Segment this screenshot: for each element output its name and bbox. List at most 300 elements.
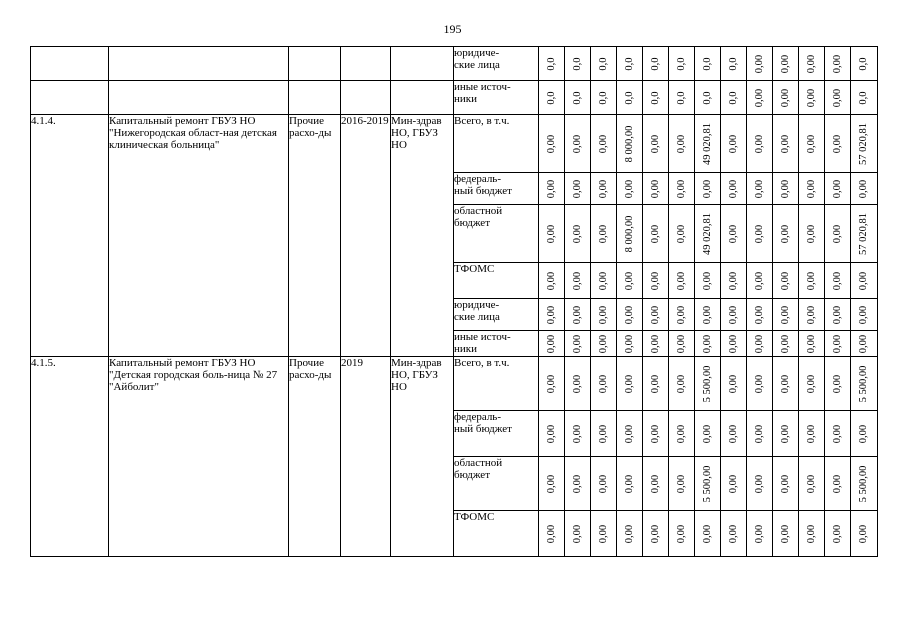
value-cell: [825, 299, 851, 331]
value-cell: [721, 205, 747, 263]
value-text: 0,00: [805, 224, 817, 243]
value-text: 0,00: [675, 271, 687, 290]
value-cell: [643, 47, 669, 81]
value-cell: [565, 115, 591, 173]
value-text: 0,00: [545, 334, 557, 353]
value-cell: [591, 47, 617, 81]
value-text: 5 500,00: [858, 465, 869, 502]
value-cell: [643, 81, 669, 115]
value-cell: [669, 115, 695, 173]
value-text: 8 000,00: [623, 215, 635, 252]
value-text: 0,00: [727, 224, 739, 243]
funding-source: иные источ- ники: [454, 331, 539, 357]
value-text: 0,00: [805, 54, 817, 73]
value-text: 57 020,81: [858, 212, 869, 255]
project-executor: Мин-здрав НО, ГБУЗ НО: [391, 357, 454, 557]
table-row: [31, 115, 878, 173]
value-cell: [851, 173, 878, 205]
value-cell: [643, 205, 669, 263]
value-text: 0,00: [805, 334, 817, 353]
value-text: 0,00: [675, 305, 687, 324]
value-text: 0,00: [597, 524, 609, 543]
value-text: 0,00: [858, 424, 869, 443]
value-cell: [773, 173, 799, 205]
value-text: 0,00: [597, 474, 609, 493]
value-cell: [799, 81, 825, 115]
value-text: 0,0: [597, 56, 609, 71]
value-cell: [851, 115, 878, 173]
value-text: 0,00: [831, 305, 843, 324]
project-period: 2019: [341, 357, 391, 557]
value-text: 0,00: [545, 224, 557, 243]
value-text: 0,00: [675, 179, 687, 198]
value-text: 0,00: [727, 305, 739, 324]
value-text: 0,00: [597, 271, 609, 290]
value-cell: [747, 411, 773, 457]
value-cell: [747, 81, 773, 115]
value-cell: [695, 357, 721, 411]
value-cell: [773, 331, 799, 357]
funding-source: юридиче- ские лица: [454, 299, 539, 331]
value-text: 0,00: [753, 374, 765, 393]
empty-cell: [109, 47, 289, 81]
value-text: 0,00: [753, 334, 765, 353]
value-cell: [851, 47, 878, 81]
value-cell: [747, 331, 773, 357]
empty-cell: [341, 47, 391, 81]
value-cell: [565, 331, 591, 357]
funding-source: ТФОМС: [454, 263, 539, 299]
funding-source: иные источ- ники: [454, 81, 539, 115]
value-text: 0,00: [545, 424, 557, 443]
value-cell: [747, 357, 773, 411]
value-cell: [643, 299, 669, 331]
funding-source: юридиче- ские лица: [454, 47, 539, 81]
funding-source: Всего, в т.ч.: [454, 357, 539, 411]
value-cell: [565, 357, 591, 411]
value-text: 0,00: [701, 424, 713, 443]
value-text: 0,00: [545, 271, 557, 290]
value-text: 0,00: [727, 424, 739, 443]
value-text: 0,00: [649, 334, 661, 353]
value-text: 0,00: [779, 424, 791, 443]
value-cell: [591, 511, 617, 557]
value-text: 0,00: [701, 524, 713, 543]
value-cell: [591, 205, 617, 263]
value-text: 0,00: [831, 88, 843, 107]
value-text: 0,0: [571, 90, 583, 105]
value-text: 0,00: [753, 179, 765, 198]
value-text: 0,00: [753, 134, 765, 153]
value-cell: [825, 173, 851, 205]
value-cell: [565, 47, 591, 81]
value-cell: [851, 331, 878, 357]
value-cell: [539, 457, 565, 511]
table-row: [31, 81, 878, 115]
value-cell: [799, 205, 825, 263]
value-cell: [617, 511, 643, 557]
value-text: 0,00: [753, 271, 765, 290]
value-cell: [695, 263, 721, 299]
value-cell: [591, 299, 617, 331]
value-cell: [565, 457, 591, 511]
empty-cell: [289, 81, 341, 115]
value-cell: [721, 263, 747, 299]
value-cell: [825, 115, 851, 173]
value-cell: [799, 357, 825, 411]
value-cell: [539, 357, 565, 411]
value-cell: [773, 205, 799, 263]
value-text: 0,0: [701, 90, 713, 105]
value-text: 0,00: [623, 305, 635, 324]
funding-source: федераль- ный бюджет: [454, 411, 539, 457]
value-cell: [851, 205, 878, 263]
value-cell: [695, 511, 721, 557]
value-text: 0,00: [779, 179, 791, 198]
value-cell: [721, 411, 747, 457]
value-text: 0,00: [623, 374, 635, 393]
value-cell: [747, 511, 773, 557]
value-text: 0,00: [779, 134, 791, 153]
value-cell: [617, 47, 643, 81]
value-cell: [643, 331, 669, 357]
value-text: 0,00: [831, 334, 843, 353]
value-text: 0,00: [571, 524, 583, 543]
value-cell: [773, 81, 799, 115]
value-cell: [539, 411, 565, 457]
value-cell: [825, 81, 851, 115]
value-cell: [643, 173, 669, 205]
value-cell: [565, 411, 591, 457]
value-cell: [669, 457, 695, 511]
value-cell: [773, 299, 799, 331]
value-cell: [851, 511, 878, 557]
value-cell: [825, 511, 851, 557]
value-text: 0,00: [701, 334, 713, 353]
value-text: 0,00: [727, 474, 739, 493]
funding-source: ТФОМС: [454, 511, 539, 557]
empty-cell: [31, 81, 109, 115]
value-text: 0,00: [597, 305, 609, 324]
value-text: 0,00: [727, 271, 739, 290]
value-text: 0,00: [675, 134, 687, 153]
value-text: 0,00: [649, 424, 661, 443]
value-cell: [539, 115, 565, 173]
value-text: 0,00: [831, 54, 843, 73]
table-row: [31, 47, 878, 81]
value-cell: [617, 331, 643, 357]
value-cell: [643, 511, 669, 557]
value-text: 0,00: [805, 134, 817, 153]
value-text: 0,00: [805, 524, 817, 543]
value-text: 0,00: [701, 271, 713, 290]
value-cell: [851, 411, 878, 457]
value-text: 0,00: [545, 474, 557, 493]
value-text: 0,00: [623, 424, 635, 443]
value-cell: [591, 411, 617, 457]
value-cell: [695, 115, 721, 173]
value-text: 0,00: [649, 134, 661, 153]
expense-type: Прочие расхо-ды: [289, 115, 341, 357]
funding-source: областной бюджет: [454, 205, 539, 263]
value-cell: [695, 457, 721, 511]
value-cell: [565, 81, 591, 115]
value-text: 5 500,00: [701, 365, 713, 402]
value-text: 0,00: [779, 224, 791, 243]
value-cell: [799, 331, 825, 357]
value-text: 0,0: [858, 56, 869, 71]
value-cell: [617, 357, 643, 411]
value-cell: [695, 331, 721, 357]
value-text: 0,0: [571, 56, 583, 71]
value-text: 0,00: [597, 424, 609, 443]
value-cell: [617, 205, 643, 263]
value-cell: [825, 205, 851, 263]
value-cell: [851, 357, 878, 411]
value-text: 0,00: [597, 334, 609, 353]
value-text: 0,00: [805, 271, 817, 290]
value-cell: [747, 457, 773, 511]
value-cell: [539, 331, 565, 357]
funding-source: Всего, в т.ч.: [454, 115, 539, 173]
table-row: [31, 357, 878, 411]
value-cell: [643, 457, 669, 511]
empty-cell: [391, 81, 454, 115]
value-cell: [539, 47, 565, 81]
value-cell: [617, 115, 643, 173]
value-text: 0,0: [545, 56, 557, 71]
project-number: 4.1.4.: [31, 115, 109, 357]
value-cell: [591, 331, 617, 357]
value-text: 5 500,00: [701, 465, 713, 502]
value-text: 0,00: [779, 305, 791, 324]
value-text: 0,00: [727, 134, 739, 153]
value-text: 0,00: [675, 524, 687, 543]
value-cell: [747, 205, 773, 263]
value-cell: [799, 299, 825, 331]
value-text: 0,00: [675, 224, 687, 243]
value-cell: [669, 357, 695, 411]
value-cell: [773, 263, 799, 299]
value-text: 0,00: [831, 271, 843, 290]
value-cell: [539, 263, 565, 299]
value-text: 49 020,81: [701, 212, 713, 255]
value-cell: [851, 457, 878, 511]
value-cell: [799, 115, 825, 173]
value-cell: [747, 299, 773, 331]
value-cell: [721, 511, 747, 557]
value-cell: [721, 299, 747, 331]
value-cell: [695, 173, 721, 205]
value-text: 0,00: [831, 179, 843, 198]
value-text: 0,00: [545, 179, 557, 198]
value-text: 0,00: [753, 224, 765, 243]
value-cell: [825, 411, 851, 457]
value-cell: [565, 263, 591, 299]
value-text: 0,00: [623, 271, 635, 290]
value-text: 0,00: [858, 179, 869, 198]
value-text: 0,0: [675, 90, 687, 105]
value-cell: [617, 299, 643, 331]
value-text: 0,00: [753, 305, 765, 324]
value-text: 0,0: [649, 90, 661, 105]
value-text: 0,0: [727, 90, 739, 105]
value-text: 0,00: [805, 474, 817, 493]
value-cell: [799, 173, 825, 205]
project-period: 2016-2019: [341, 115, 391, 357]
value-cell: [721, 115, 747, 173]
value-text: 0,00: [571, 179, 583, 198]
value-text: 0,00: [779, 54, 791, 73]
value-cell: [591, 81, 617, 115]
value-cell: [565, 299, 591, 331]
value-cell: [669, 331, 695, 357]
value-text: 0,00: [571, 374, 583, 393]
value-text: 5 500,00: [858, 365, 869, 402]
value-cell: [747, 173, 773, 205]
value-cell: [695, 299, 721, 331]
value-text: 0,00: [753, 54, 765, 73]
value-cell: [773, 457, 799, 511]
value-text: 0,00: [545, 524, 557, 543]
value-cell: [669, 511, 695, 557]
value-text: 0,00: [701, 305, 713, 324]
value-cell: [669, 173, 695, 205]
value-text: 0,0: [727, 56, 739, 71]
value-text: 0,00: [545, 374, 557, 393]
value-text: 0,0: [701, 56, 713, 71]
value-cell: [747, 263, 773, 299]
value-cell: [825, 457, 851, 511]
value-text: 0,00: [858, 524, 869, 543]
value-text: 0,0: [623, 90, 635, 105]
value-cell: [695, 47, 721, 81]
value-cell: [799, 263, 825, 299]
value-text: 0,00: [858, 305, 869, 324]
value-text: 0,00: [597, 134, 609, 153]
value-text: 0,00: [753, 88, 765, 107]
value-text: 0,00: [779, 374, 791, 393]
project-name: Капитальный ремонт ГБУЗ НО "Нижегородская област-ная детская клиническая больница": [109, 115, 289, 357]
value-cell: [565, 511, 591, 557]
value-cell: [721, 331, 747, 357]
project-executor: Мин-здрав НО, ГБУЗ НО: [391, 115, 454, 357]
value-cell: [695, 81, 721, 115]
value-cell: [669, 299, 695, 331]
value-text: 0,00: [571, 424, 583, 443]
value-text: 0,00: [623, 334, 635, 353]
project-name: Капитальный ремонт ГБУЗ НО "Детская городская боль-ница № 27 "Айболит": [109, 357, 289, 557]
value-text: 0,00: [571, 271, 583, 290]
value-cell: [825, 357, 851, 411]
value-text: 0,00: [675, 374, 687, 393]
value-cell: [643, 263, 669, 299]
value-text: 57 020,81: [858, 122, 869, 165]
value-text: 0,00: [571, 134, 583, 153]
value-text: 8 000,00: [623, 125, 635, 162]
value-cell: [825, 263, 851, 299]
value-text: 0,00: [858, 271, 869, 290]
value-cell: [591, 173, 617, 205]
value-cell: [799, 511, 825, 557]
value-text: 0,00: [805, 179, 817, 198]
value-text: 0,00: [649, 179, 661, 198]
value-cell: [799, 457, 825, 511]
value-text: 0,00: [571, 334, 583, 353]
value-cell: [773, 511, 799, 557]
value-text: 0,00: [779, 334, 791, 353]
value-text: 0,0: [545, 90, 557, 105]
value-text: 0,0: [623, 56, 635, 71]
value-text: 0,00: [675, 424, 687, 443]
value-text: 0,00: [571, 474, 583, 493]
value-text: 0,00: [727, 374, 739, 393]
value-cell: [721, 173, 747, 205]
funding-source: федераль- ный бюджет: [454, 173, 539, 205]
value-text: 0,00: [623, 474, 635, 493]
empty-cell: [109, 81, 289, 115]
value-cell: [565, 173, 591, 205]
value-text: 0,00: [831, 524, 843, 543]
value-cell: [721, 47, 747, 81]
value-cell: [617, 263, 643, 299]
value-cell: [773, 411, 799, 457]
value-cell: [591, 263, 617, 299]
value-text: 0,00: [623, 524, 635, 543]
value-text: 0,00: [831, 134, 843, 153]
value-cell: [825, 47, 851, 81]
value-cell: [851, 263, 878, 299]
value-text: 0,00: [753, 424, 765, 443]
value-cell: [851, 299, 878, 331]
value-cell: [617, 173, 643, 205]
value-text: 0,0: [858, 90, 869, 105]
value-cell: [591, 457, 617, 511]
value-cell: [591, 357, 617, 411]
value-text: 0,0: [675, 56, 687, 71]
funding-source: областной бюджет: [454, 457, 539, 511]
value-cell: [643, 357, 669, 411]
empty-cell: [289, 47, 341, 81]
value-text: 0,0: [649, 56, 661, 71]
value-cell: [669, 263, 695, 299]
value-text: 0,00: [831, 224, 843, 243]
value-text: 0,00: [831, 474, 843, 493]
value-text: 0,0: [597, 90, 609, 105]
value-text: 0,00: [675, 334, 687, 353]
value-text: 0,00: [649, 374, 661, 393]
value-cell: [539, 511, 565, 557]
value-cell: [539, 299, 565, 331]
value-text: 0,00: [753, 524, 765, 543]
value-text: 0,00: [597, 179, 609, 198]
value-cell: [721, 457, 747, 511]
value-cell: [669, 81, 695, 115]
value-text: 0,00: [649, 524, 661, 543]
value-cell: [721, 357, 747, 411]
value-text: 0,00: [805, 424, 817, 443]
value-text: 0,00: [779, 88, 791, 107]
expense-type: Прочие расхо-ды: [289, 357, 341, 557]
value-cell: [747, 115, 773, 173]
value-cell: [695, 411, 721, 457]
value-text: 0,00: [727, 179, 739, 198]
value-text: 0,00: [858, 334, 869, 353]
value-text: 0,00: [545, 134, 557, 153]
value-cell: [825, 331, 851, 357]
value-text: 0,00: [779, 474, 791, 493]
value-cell: [539, 173, 565, 205]
